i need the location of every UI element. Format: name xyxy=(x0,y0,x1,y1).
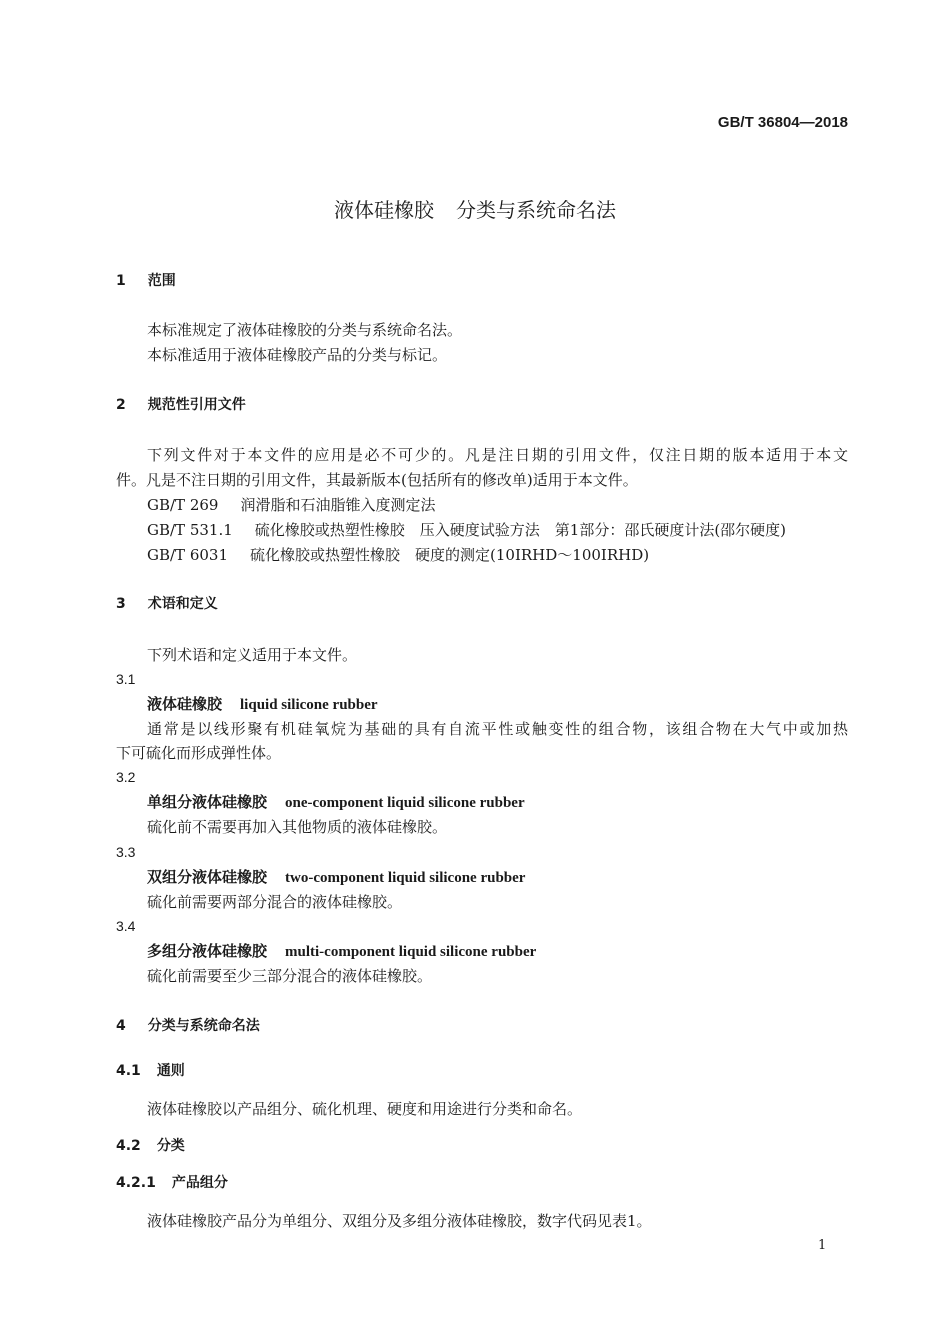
section-4-2-heading: 4.2 分类 xyxy=(116,1138,185,1154)
paragraph: 液体硅橡胶以产品组分、硫化机理、硬度和用途进行分类和命名。 xyxy=(147,1100,583,1118)
section-1-heading: 1 范围 xyxy=(116,273,176,289)
term-definition: 硫化前需要至少三部分混合的液体硅橡胶。 xyxy=(147,967,433,985)
term-definition: 硫化前不需要再加入其他物质的液体硅橡胶。 xyxy=(147,818,448,836)
paragraph: 件。凡是不注日期的引用文件，其最新版本(包括所有的修改单)适用于本文件。 xyxy=(116,471,638,489)
title-main: 液体硅橡胶 xyxy=(334,198,434,222)
section-4-2-1-heading: 4.2.1 产品组分 xyxy=(116,1175,228,1191)
paragraph: 本标准适用于液体硅橡胶产品的分类与标记。 xyxy=(147,346,448,364)
term-number: 3.2 xyxy=(116,769,136,785)
reference-item: GB/T 269 润滑脂和石油脂锥入度测定法 xyxy=(147,496,436,514)
page-number: 1 xyxy=(818,1238,827,1253)
term-number: 3.3 xyxy=(116,844,136,860)
term-number: 3.4 xyxy=(116,918,136,934)
paragraph: 下列文件对于本文件的应用是必不可少的。凡是注日期的引用文件，仅注日期的版本适用于本文 xyxy=(147,446,848,464)
term-heading: 多组分液体硅橡胶 multi-component liquid silicone rubber xyxy=(147,942,537,960)
section-2-heading: 2 规范性引用文件 xyxy=(116,397,246,413)
term-heading: 单组分液体硅橡胶 one-component liquid silicone rubber xyxy=(147,793,525,811)
paragraph: 下列术语和定义适用于本文件。 xyxy=(147,646,358,664)
term-heading: 双组分液体硅橡胶 two-component liquid silicone rubber xyxy=(147,868,526,886)
reference-item: GB/T 6031 硫化橡胶或热塑性橡胶 硬度的测定(10IRHD～100IRHD) xyxy=(147,546,650,564)
standard-number: GB/T 36804—2018 xyxy=(717,114,848,131)
reference-item: GB/T 531.1 硫化橡胶或热塑性橡胶 压入硬度试验方法 第1部分：邵氏硬度计法(邵尔硬度) xyxy=(147,521,787,539)
term-heading: 液体硅橡胶 liquid silicone rubber xyxy=(147,695,378,713)
section-4-1-heading: 4.1 通则 xyxy=(116,1063,185,1079)
section-3-heading: 3 术语和定义 xyxy=(116,596,218,612)
section-4-heading: 4 分类与系统命名法 xyxy=(116,1018,260,1034)
term-definition: 通常是以线形聚有机硅氧烷为基础的具有自流平性或触变性的组合物，该组合物在大气中或加热 xyxy=(147,720,848,738)
paragraph: 本标准规定了液体硅橡胶的分类与系统命名法。 xyxy=(147,321,463,339)
term-number: 3.1 xyxy=(116,671,136,687)
document-title xyxy=(0,197,950,223)
term-definition: 下可硫化而形成弹性体。 xyxy=(116,744,282,762)
title-sub: 分类与系统命名法 xyxy=(456,198,616,222)
term-definition: 硫化前需要两部分混合的液体硅橡胶。 xyxy=(147,893,403,911)
paragraph: 液体硅橡胶产品分为单组分、双组分及多组分液体硅橡胶，数字代码见表1。 xyxy=(147,1212,652,1230)
